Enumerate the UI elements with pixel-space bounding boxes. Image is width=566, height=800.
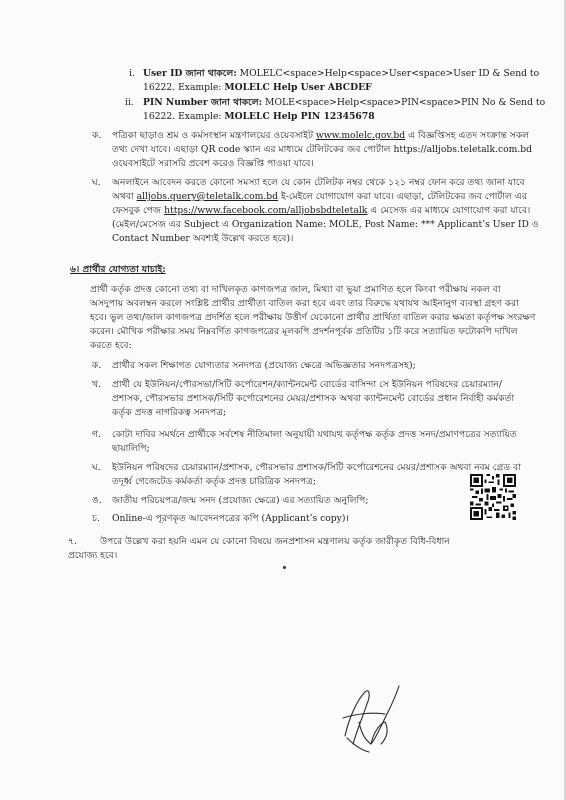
- section-7-line2: প্রযোজ্য হবে।: [68, 550, 118, 561]
- help-item-i-number: i.: [129, 68, 135, 79]
- item-ka-text1b: এ বিজ্ঞপ্তিসহ এতদ সংক্রান্ত সকল: [408, 130, 530, 141]
- item-ka-line2: তথ্য দেখা যাবে। এছাড়া QR code স্ক্যান এর মাধ্যমে টেলিটকের জব পোর্টাল https://alljobs.teletalk.com.bd: [112, 144, 533, 155]
- doc-item-label: ক.: [92, 360, 102, 371]
- doc-item-label: ঘ.: [92, 462, 101, 473]
- item-gha-text3b: এ মেসেজ এর মাধ্যমে যোগাযোগ করা যাবে।: [370, 205, 531, 216]
- doc-item-line: কর্তৃক প্রদত্ত নাগরিকত্ব সনদপত্র;: [112, 407, 227, 418]
- facebook-page-link[interactable]: https://www.facebook.com/alljobsbdteletalk: [164, 205, 368, 216]
- item-gha-text2a: অথবা: [112, 191, 134, 202]
- ministry-website-link[interactable]: www.molelc.gov.bd: [315, 130, 406, 141]
- doc-item-line: জাতীয় পরিচয়পত্র/জন্ম সনদ (প্রযোজ্য ক্ষেত্রে) এর সত্যায়িত অনুলিপি;: [112, 495, 369, 506]
- section-6-para-line: করেন। মৌখিক পরীক্ষার সময় নিম্নবর্ণিত কাগজপত্রের মূলকপি প্রদর্শনপূর্বক প্রতিটির ১টি করে সত্যায়িত ফটোকপি দাখিল: [90, 326, 518, 337]
- item-gha-line2: [112, 190, 527, 203]
- help-item-i-cont: 16222. Example:: [143, 82, 222, 93]
- doc-item-label: খ.: [92, 379, 101, 390]
- help-item-i-command: MOLELC<space>Help<space>User<space>User ID & Send to: [239, 68, 540, 79]
- item-gha-label: ঘ.: [92, 177, 101, 188]
- item-gha-line1: অনলাইনে আবেদন করতে কোনো সমস্যা হলে যে কোন টেলিটক নম্বর থেকে ১২১ নম্বর ফোন করে তথ্য জানা যাবে: [112, 177, 525, 188]
- help-item-i-lead: User ID জানা থাকলে:: [143, 68, 237, 79]
- section-7-label: ৭.: [68, 536, 77, 547]
- help-item-ii-lead: PIN Number জানা থাকলে:: [143, 97, 263, 108]
- doc-item-line: ইউনিয়ন পরিষদের চেয়ারম্যান/প্রশাসক, পৌরসভার প্রশাসক/সিটি কর্পোরেশনের মেয়র/প্রশাসক অথবা নবম গ্রেড বা: [112, 462, 521, 473]
- help-item-ii-command: MOLE<space>Help<space>PIN<space>PIN No & Send to: [265, 97, 546, 108]
- doc-item-line: কোটা দাবির সমর্থনে প্রার্থীকে সর্বশেষ নীতিমালা অনুযায়ী যথাযথ কর্তৃপক্ষ কর্তৃক প্রদত্ত সনদ/প্রমাণপত্রের সত্যায়িত: [112, 429, 517, 440]
- help-item-i-line1: [143, 67, 539, 80]
- section-6-heading: ৬। প্রার্থীর যোগ্যতা যাচাই:: [70, 264, 166, 275]
- item-ka-label: ক.: [92, 130, 102, 141]
- doc-item-line: প্রশাসক, পৌরসভার প্রশাসক/সিটি কর্পোরেশনের মেয়র/প্রশাসক অথবা ক্যান্টনমেন্ট বোর্ডের প্রধান নির্বাহী কর্মকর্তা: [112, 393, 515, 404]
- doc-item-label: ঙ.: [92, 495, 102, 506]
- section-7-line1: উপরে উল্লেখ করা হয়নি এমন যে কোনো বিষয়ে জনপ্রশাসন মন্ত্রণালয় কর্তৃক জারীকৃত বিধি-বিধান: [100, 536, 450, 547]
- section-6-para-line: অসদুপায় অবলম্বন করলে সংশ্লিষ্ট প্রার্থীর প্রার্থীতা বাতিল করা হবে এবং তার বিরুদ্ধে যথাযথ আইনানুগ ব্যবস্থা গ্রহণ করা: [90, 298, 519, 309]
- item-gha-text2b: ই-মেইলে যোগাযোগ করা যাবে। এছাড়া, টেলিটকের জব পোর্টাল এর: [280, 191, 527, 202]
- item-ka-line3: ওয়েবসাইটে সরাসরি প্রবেশ করেও বিজ্ঞপ্তি পাওয়া যাবে।: [112, 158, 314, 169]
- doc-item-line: প্রার্থী যে ইউনিয়ন/পৌরসভা/সিটি কর্পোরেশন/ক্যান্টনমেন্ট বোর্ডের বাসিন্দা সে ইউনিয়ন পরিষদের চেয়ারম্যান/: [112, 379, 503, 390]
- item-gha-line5: Contact Number অবশ্যই উল্লেখ করতে হবে)।: [112, 233, 294, 244]
- section-6-para-line: প্রার্থী কর্তৃক প্রদত্ত কোনো তথ্য বা দাখিলকৃত কাগজপত্র জাল, মিথ্যা বা ভুয়া প্রমাণিত হলে কিংবা পরীক্ষায় নকল বা: [90, 284, 501, 295]
- item-ka-text1: পত্রিকা ছাড়াও শ্রম ও কর্মসংস্থান মন্ত্রণালয়ের ওয়েবসাইট: [112, 130, 313, 141]
- help-item-ii-example: MOLELC Help PIN 12345678: [224, 111, 375, 122]
- help-item-i-example: MOLELC Help User ABCDEF: [224, 82, 372, 93]
- help-item-i-line2: [143, 81, 372, 94]
- section-6-para-line: হবে। ভুল তথ্য/জাল কাগজপত্র প্রদর্শিত হলে পরীক্ষায় উত্তীর্ণ যেকোনো প্রার্থীর প্রার্থিতা বাতিল করার ক্ষমতা কর্তৃপক্ষ সংরক্ষণ: [90, 312, 536, 323]
- support-email-link[interactable]: alljobs.query@teletalk.com.bd: [136, 191, 279, 202]
- stray-dot: [283, 566, 286, 569]
- doc-item-line: প্রার্থীর সকল শিক্ষাগত যোগ্যতার সনদপত্র (প্রযোজ্য ক্ষেত্রে অভিজ্ঞতার সনদপত্রসহ);: [112, 360, 416, 371]
- doc-item-line: Online-এ পূরণকৃত আবেদনপত্রের কপি (Applicant’s copy)।: [112, 513, 349, 524]
- help-item-ii-line2: [143, 110, 375, 123]
- section-6-para-line: করতে হবে:: [90, 340, 132, 351]
- item-gha-line3: [112, 204, 530, 217]
- help-item-ii-cont: 16222. Example:: [143, 111, 222, 122]
- doc-item-label: গ.: [92, 429, 101, 440]
- help-item-ii-line1: [143, 96, 545, 109]
- doc-item-line: তদূর্ধ্ব গেজেটেড কর্মকর্তা কর্তৃক প্রদত্ত চারিত্রিক সনদপত্র;: [112, 476, 316, 487]
- handwritten-signature: [335, 678, 411, 758]
- doc-item-line: ছায়ালিপি;: [112, 443, 150, 454]
- qr-code-icon[interactable]: [470, 474, 516, 520]
- item-ka-line1: [112, 129, 529, 142]
- item-gha-line4: (মেইল/মেসেজ এর Subject এ Organization Name: MOLE, Post Name: *** Applicant’s User ID ও: [112, 219, 539, 230]
- item-gha-text3a: ফেসবুক পেজ: [112, 205, 162, 216]
- help-item-ii-number: ii.: [125, 97, 134, 108]
- doc-item-label: চ.: [92, 513, 100, 524]
